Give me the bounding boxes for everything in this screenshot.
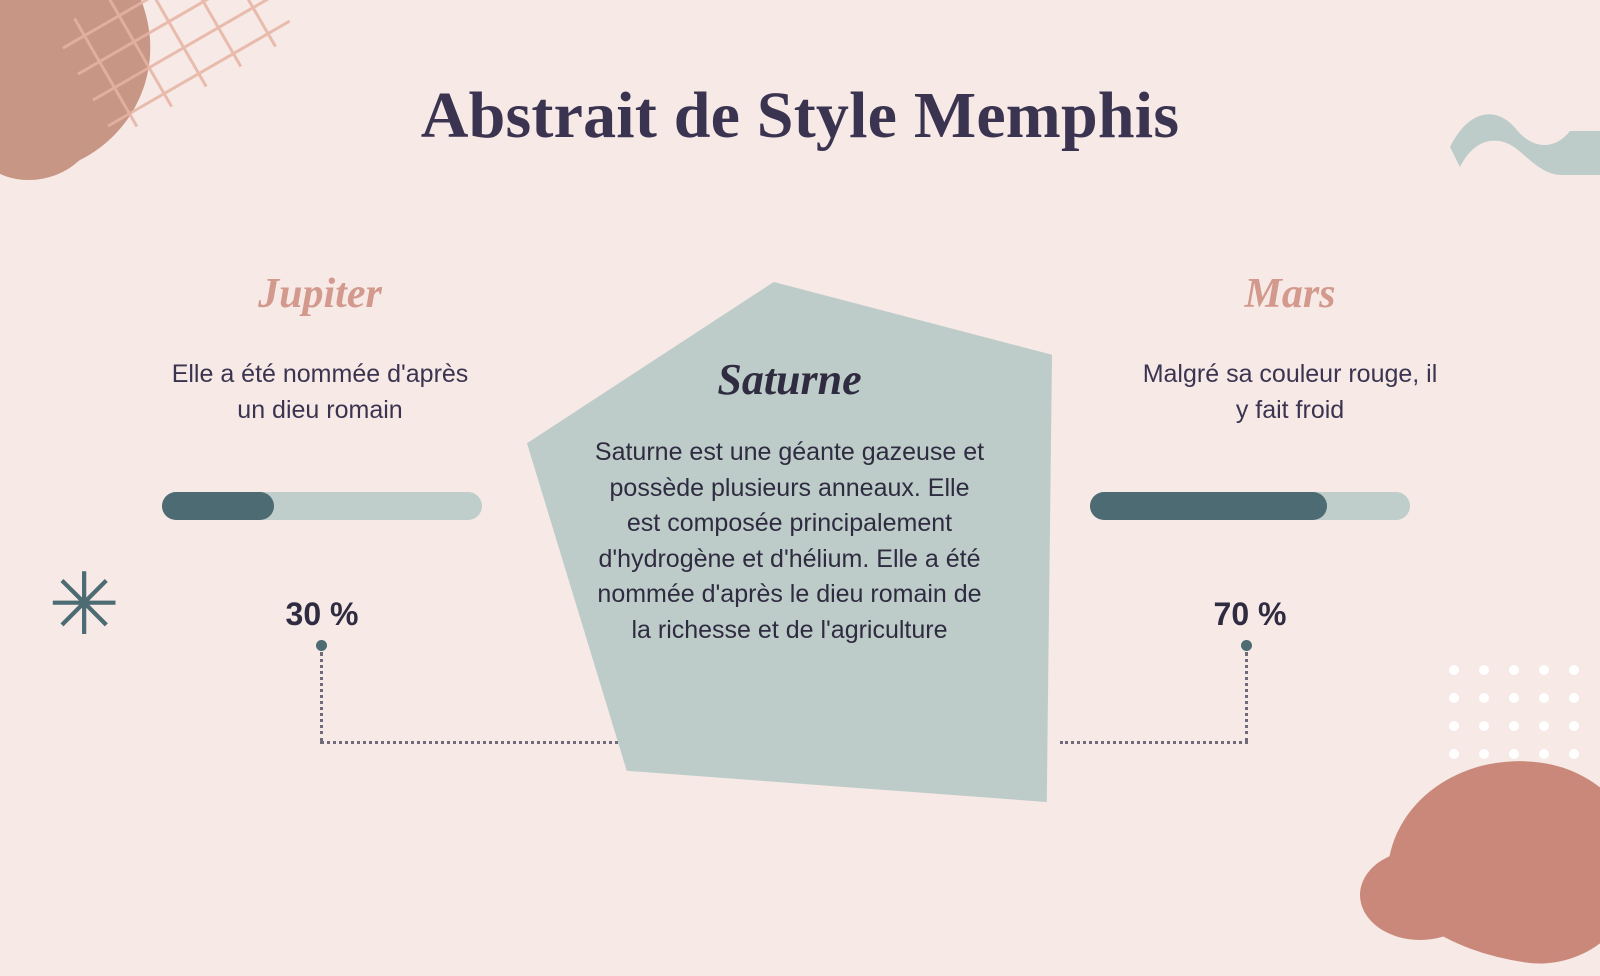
center-card-title: Saturne: [717, 355, 862, 404]
percent-label-mars: 70 %: [1213, 596, 1287, 632]
progress-bar-fill-mars: [1090, 492, 1327, 520]
center-card-content: [527, 282, 1052, 802]
connector-vertical-jupiter: [320, 652, 323, 742]
connector-dot-jupiter: [316, 640, 327, 651]
progress-bar-jupiter: [162, 492, 482, 520]
percent-label-jupiter: 30 %: [285, 596, 359, 632]
center-card-saturne: [527, 282, 1052, 802]
column-title-jupiter: Jupiter: [258, 271, 382, 317]
progress-bar-mars: [1090, 492, 1410, 520]
column-description-mars: Malgré sa couleur rouge, il y fait froid: [1142, 360, 1438, 425]
column-description-jupiter: Elle a été nommée d'après un dieu romain: [171, 360, 469, 425]
center-card-body: Saturne est une géante gazeuse et possède plusieurs anneaux. Elle est composée principalement d'hydrogène et d'hélium. Elle a été nommée d'après le dieu romain de la richesse et de l'agriculture: [594, 438, 985, 644]
blob-shape-bottom-right-secondary: [1360, 850, 1480, 940]
blob-shape-bottom-right: [1377, 744, 1600, 976]
column-jupiter: [120, 270, 520, 429]
column-mars: [1090, 270, 1490, 429]
connector-horizontal-mars: [1060, 741, 1248, 744]
asterisk-icon: ✳: [48, 555, 121, 655]
connector-vertical-mars: [1245, 652, 1248, 742]
page-title: Abstrait de Style Memphis: [420, 79, 1180, 152]
column-title-mars: Mars: [1244, 271, 1336, 317]
connector-dot-mars: [1241, 640, 1252, 651]
dot-grid-icon: [1440, 660, 1600, 810]
progress-bar-fill-jupiter: [162, 492, 274, 520]
